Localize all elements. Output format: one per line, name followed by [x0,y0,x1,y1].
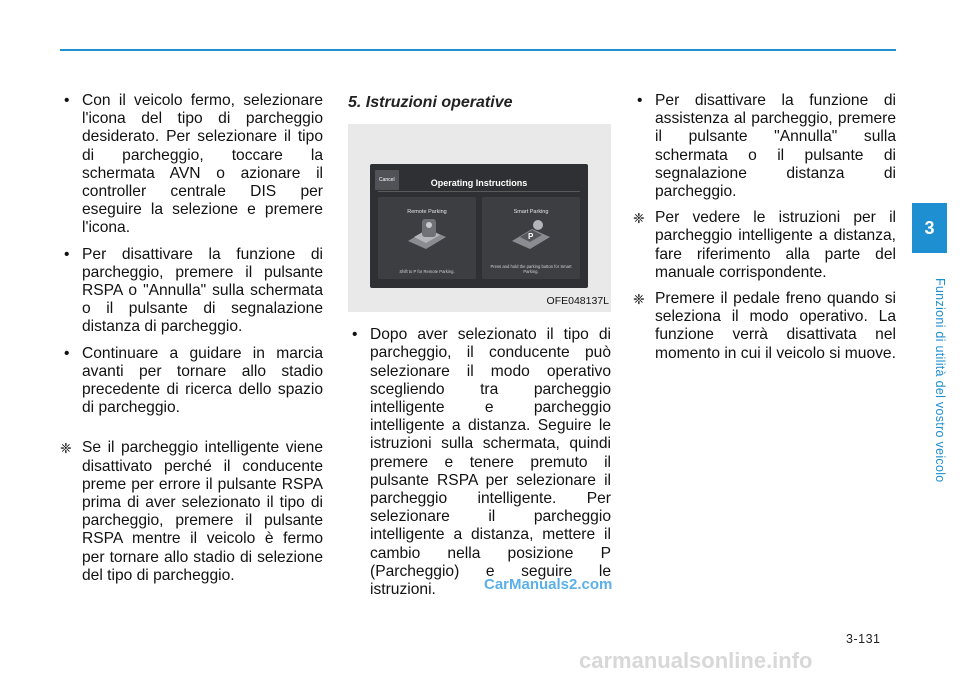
note-mark: ❈ [633,291,645,308]
note-text: Per vedere le istruzioni per il parcheggio intelligente a distanza, fare riferimento alla parte del manuale corrispondente. [655,209,896,281]
remote-parking-card [378,197,476,279]
bullet-item [60,246,323,337]
card-description: Press and hold the parking button for Smart Parking. [490,264,572,275]
bullet-text: Per disattivare la funzione di parcheggio, premere il pulsante RSPA o "Annulla" sulla schermata o il pulsante di segnalazione distanza di parcheggio. [82,245,323,336]
chapter-tab: 3 [912,203,947,253]
bullet-mark: • [64,92,70,109]
section-title: 5. Istruzioni operative [348,94,513,111]
watermark: carmanualsonline.info [579,648,813,673]
figure-code: OFE048137L [546,295,609,307]
card-title: Smart Parking [513,209,549,216]
column-right [633,92,896,371]
column-middle [348,92,611,607]
page-number: 3-131 [846,632,881,646]
note-text: Se il parcheggio intelligente viene disattivato perché il conducente preme per errore il pulsante RSPA prima di aver selezionato il tipo di parcheggio, premere il pulsante RSPA mentre il veicolo è fermo per tornare allo stadio di selezione del tipo di parcheggio. [82,439,323,584]
bullet-item [60,92,323,238]
screen-title: Operating Instructions [430,178,528,189]
figure [348,124,611,312]
bullet-mark: • [64,344,70,362]
note-item [60,439,323,585]
cancel-button: Cancel [375,170,399,190]
card-title: Remote Parking [407,209,447,216]
svg-text:P: P [528,232,534,242]
note-mark: ❈ [633,210,645,227]
card-description: Shift to P for Remote Parking. [399,269,455,275]
parking-button-icon [506,215,556,255]
smart-parking-card [482,197,580,279]
note-text: Premere il pedale freno quando si seleziona il modo operativo. La funzione verrà disattivata nel momento in cui il veicolo si muove. [655,290,896,362]
bullet-text: Dopo aver selezionato il tipo di parcheggio, il conducente può selezionare il modo operativo scegliendo tra parcheggio intelligente e parcheggio intelligente a distanza. Seguire le istruzioni sulla schermata, quindi premere e tenere premuto il pulsante RSPA per selezionare il parcheggio intelligente. Per selezionare il parcheggio intelligente a distanza, mettere il cambio nella posizione P (Parcheggio) e seguire le istruzioni. [370,326,611,599]
bullet-item [633,92,896,201]
bullet-item [348,326,611,599]
screen-divider [378,191,580,192]
note-item [633,290,896,363]
avn-screen [370,164,588,288]
top-rule [60,49,896,51]
bullet-text: Con il veicolo fermo, selezionare l'icona del tipo di parcheggio desiderato. Per selezionare il tipo di parcheggio, toccare la schermata AVN o azionare il controller centrale DIS per eseguire la selezione e premere l'icona. [82,92,323,237]
bullet-text: Continuare a guidare in marcia avanti per tornare allo stadio precedente di ricerca dello spazio di parcheggio. [82,344,323,417]
watermark: CarManuals2.com [484,576,613,593]
note-item [633,209,896,282]
bullet-mark: • [352,326,358,344]
column-left [60,92,323,593]
car-key-icon [402,215,452,255]
chapter-title: Funzioni di utilità del vostro veicolo [933,277,947,483]
bullet-text: Per disattivare la funzione di assistenza al parcheggio, premere il pulsante "Annulla" sulla schermata o il pulsante di segnalazione distanza di parcheggio. [655,92,896,201]
bullet-mark: • [64,245,70,263]
bullet-item [60,345,323,418]
note-mark: ❈ [60,440,72,457]
bullet-mark: • [637,92,643,109]
